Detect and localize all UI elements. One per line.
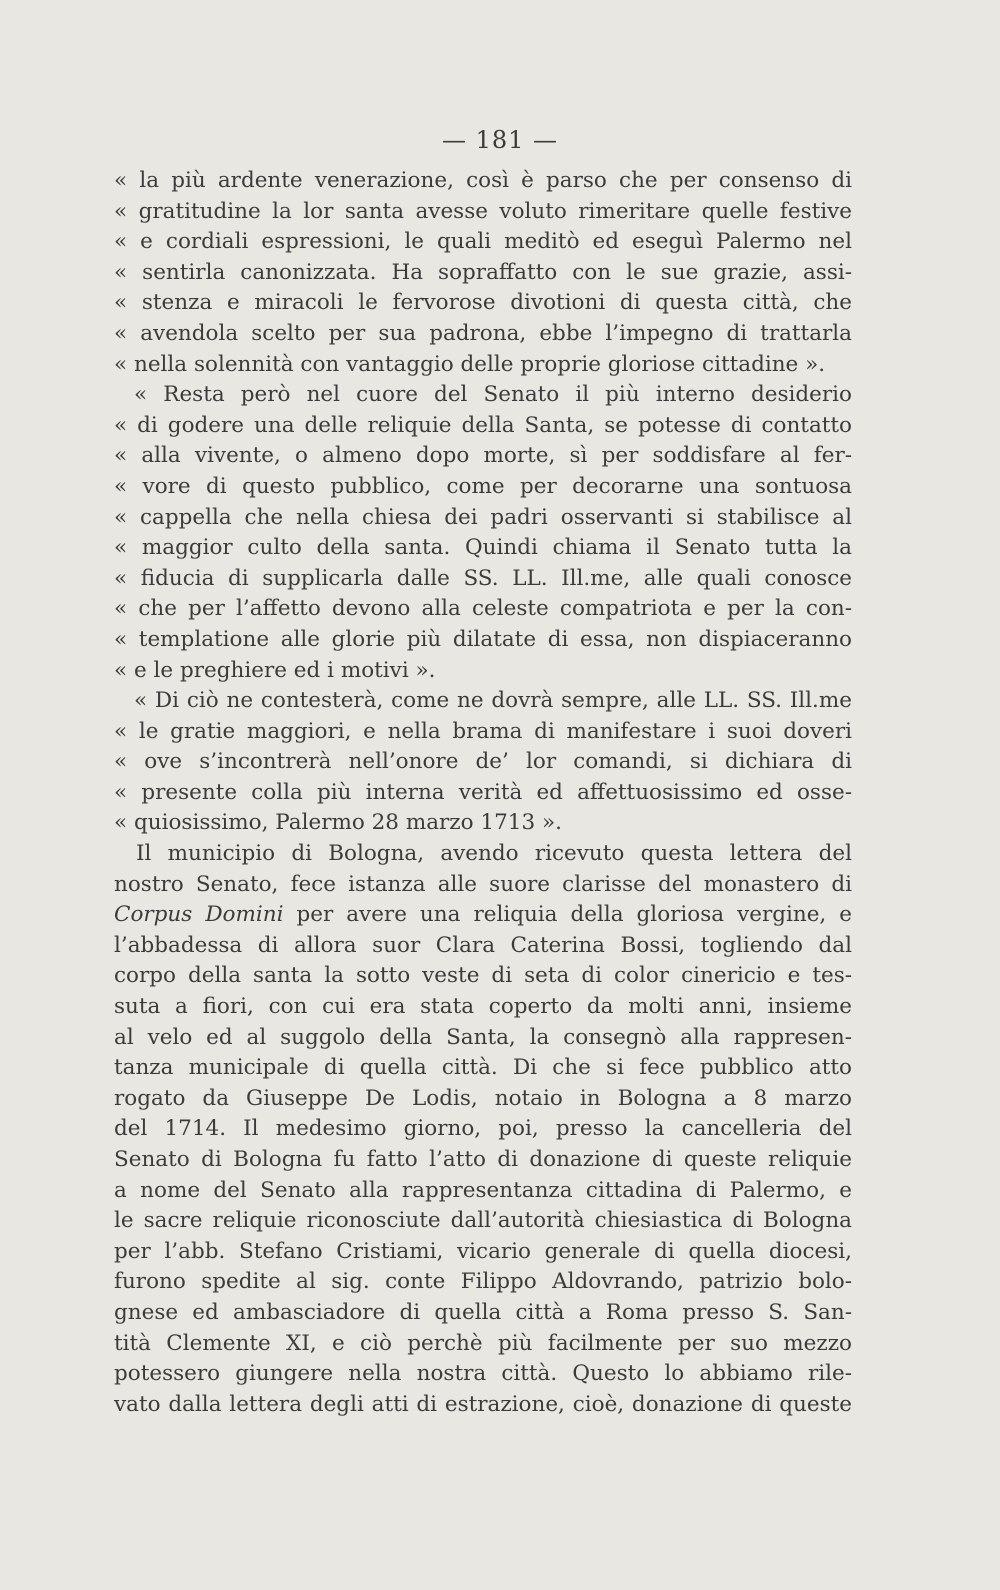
text-line: rogato da Giuseppe De Lodis, notaio in Bologna a 8 marzo bbox=[114, 1085, 852, 1111]
text-line: « nella solennità con vantaggio delle proprie gloriose cittadine ». bbox=[114, 351, 826, 377]
text-line: « maggior culto della santa. Quindi chiama il Senato tutta la bbox=[114, 535, 852, 561]
text-line: corpo della santa la sotto veste di seta di color cinericio e tes- bbox=[114, 963, 852, 989]
text-line: « la più ardente venerazione, così è parso che per consenso di bbox=[114, 168, 852, 193]
text-line: tanza municipale di quella città. Di che si fece pubblico atto bbox=[114, 1055, 852, 1081]
text-line: « templatione alle glorie più dilatate di essa, non dispiaceranno bbox=[114, 626, 852, 652]
text-line: per l’abb. Stefano Cristiami, vicario generale di quella diocesi, bbox=[114, 1238, 852, 1264]
text-line: « avendola scelto per sua padrona, ebbe l’impegno di trattarla bbox=[114, 320, 852, 346]
text-line: « alla vivente, o almeno dopo morte, sì per soddisfare al fer- bbox=[114, 443, 852, 469]
text-line: « ove s’incontrerà nell’onore de’ lor comandi, si dichiara di bbox=[114, 749, 852, 775]
text-line: « vore di questo pubblico, come per decorarne una sontuosa bbox=[114, 473, 852, 499]
page-number: — 181 — bbox=[441, 126, 559, 154]
text-line: « sentirla canonizzata. Ha sopraffatto con le sue grazie, assi- bbox=[114, 259, 852, 285]
text-line: nostro Senato, fece istanza alle suore clarisse del monastero di bbox=[114, 871, 852, 897]
text-line: del 1714. Il medesimo giorno, poi, presso la cancelleria del bbox=[114, 1116, 852, 1142]
text-line: al velo ed al suggolo della Santa, la consegnò alla rappresen- bbox=[114, 1024, 852, 1050]
text-line: « le gratie maggiori, e nella brama di manifestare i suoi doveri bbox=[114, 718, 852, 744]
text-line: vato dalla lettera degli atti di estrazione, cioè, donazione di queste bbox=[114, 1391, 852, 1417]
text-line: Senato di Bologna fu fatto l’atto di donazione di queste reliquie bbox=[114, 1147, 852, 1172]
text-line: « Di ciò ne contesterà, come ne dovrà sempre, alle LL. SS. Ill.me bbox=[134, 688, 852, 714]
text-line: « presente colla più interna verità ed affettuosissimo ed osse- bbox=[114, 779, 852, 805]
text-line: « e cordiali espressioni, le quali meditò ed eseguì Palermo nel bbox=[114, 229, 852, 255]
text-line: « fiducia di supplicarla dalle SS. LL. Ill.me, alle quali conosce bbox=[114, 565, 852, 591]
text-line: Il municipio di Bologna, avendo ricevuto questa lettera del bbox=[136, 841, 852, 867]
text-line: « quiosissimo, Palermo 28 marzo 1713 ». bbox=[114, 810, 562, 836]
text-line: « Resta però nel cuore del Senato il più interno desiderio bbox=[134, 382, 852, 408]
text-line: « cappella che nella chiesa dei padri osservanti si stabilisce al bbox=[114, 504, 852, 530]
text-line: « gratitudine la lor santa avesse voluto rimeritare quelle festive bbox=[114, 198, 852, 224]
text-line: le sacre reliquie riconosciute dall’autorità chiesiastica di Bologna bbox=[114, 1208, 852, 1234]
text-line: tità Clemente XI, e ciò perchè più facilmente per suo mezzo bbox=[114, 1330, 852, 1356]
italic-title: Corpus Domini bbox=[114, 902, 284, 928]
text-line: a nome del Senato alla rappresentanza cittadina di Palermo, e bbox=[114, 1177, 852, 1203]
text-line: suta a fiori, con cui era stata coperto da molti anni, insieme bbox=[114, 994, 852, 1020]
text-line: furono spedite al sig. conte Filippo Aldovrando, patrizio bolo- bbox=[114, 1269, 852, 1295]
text-line: « che per l’affetto devono alla celeste compatriota e per la con- bbox=[114, 596, 852, 622]
text-line: « di godere una delle reliquie della Santa, se potesse di contatto bbox=[114, 412, 852, 438]
text-line: l’abbadessa di allora suor Clara Caterina Bossi, togliendo dal bbox=[114, 932, 852, 958]
body-text bbox=[114, 166, 852, 1420]
text-line bbox=[114, 900, 852, 931]
text-line: « e le preghiere ed i motivi ». bbox=[114, 657, 436, 683]
text-line: « stenza e miracoli le fervorose divotioni di questa città, che bbox=[114, 290, 852, 316]
text-line-rest: per avere una reliquia della gloriosa vergine, e bbox=[283, 902, 852, 928]
text-line: potessero giungere nella nostra città. Questo lo abbiamo rile- bbox=[114, 1361, 852, 1387]
text-line: gnese ed ambasciadore di quella città a Roma presso S. San- bbox=[114, 1299, 852, 1325]
